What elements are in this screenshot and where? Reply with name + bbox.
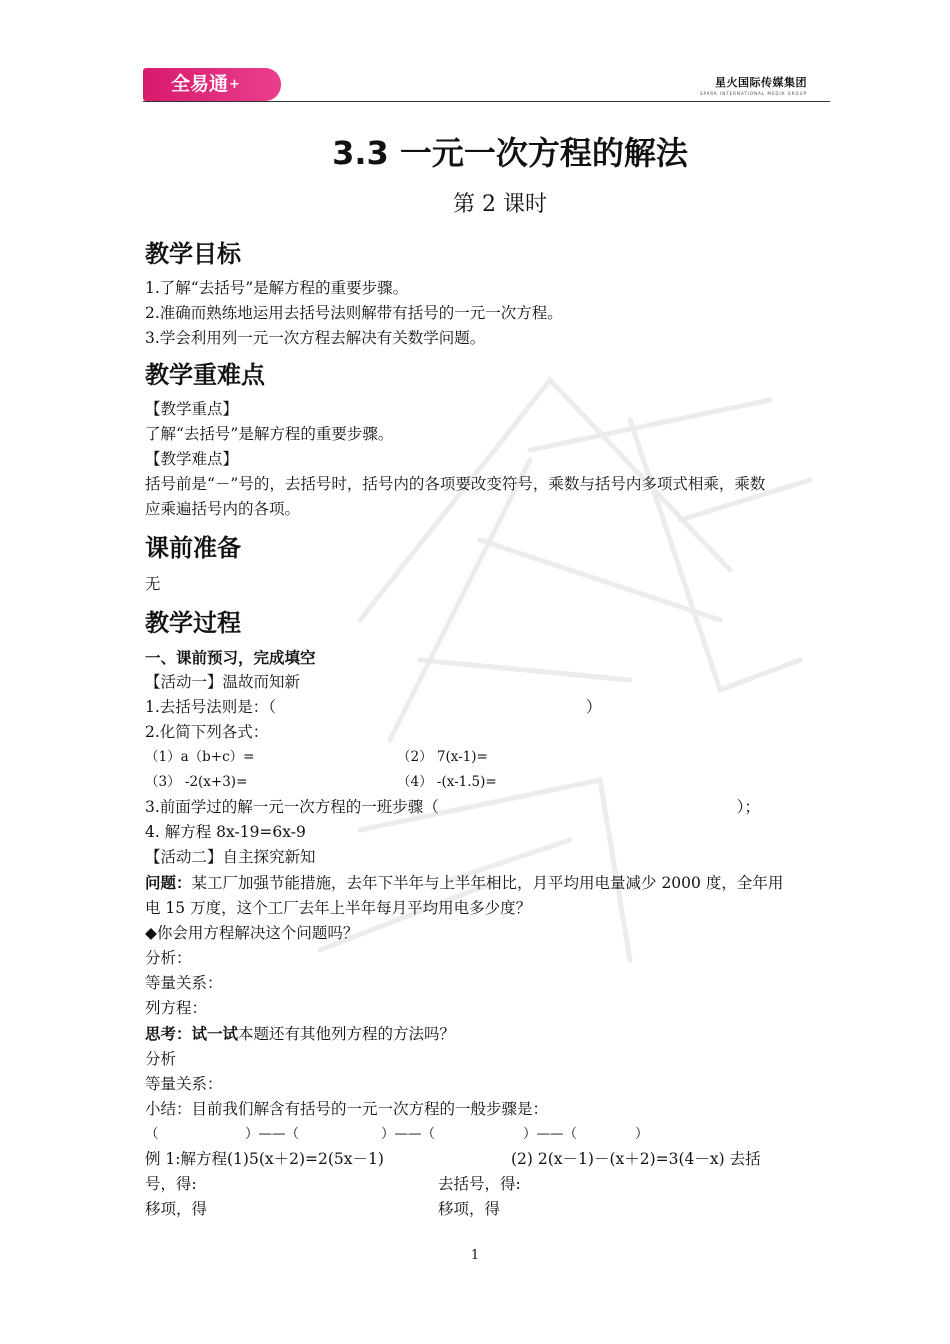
question-4: 4. 解方程 8x-19=6x-9: [145, 823, 306, 841]
example-left: 移项，得: [145, 1200, 208, 1218]
publisher-name-en: SPARK INTERNATIONAL MEDIA GROUP: [699, 91, 807, 96]
relation-label: 等量关系：: [145, 974, 223, 992]
q2-item: （1）a（b+c）=: [145, 749, 255, 765]
summary-text: 小结：目前我们解含有括号的一元一次方程的一般步骤是：: [145, 1100, 549, 1118]
problem-line: [145, 870, 815, 896]
problem-line: 电 15 万度，这个工厂去年上半年每月平均用电多少度？: [145, 899, 532, 917]
hard-text-line: 应乘遍括号内的各项。: [145, 500, 301, 518]
page-title: 3.3 一元一次方程的解法: [332, 134, 688, 172]
difficulty-heading: 教学重难点: [145, 361, 265, 389]
goal-item: 2.准确而熟练地运用去括号法则解带有括号的一元一次方程。: [145, 304, 563, 322]
think-label: 思考：试一试: [145, 1024, 239, 1043]
question-2-row: [145, 770, 815, 795]
activity-two-title: 【活动二】自主探究新知: [145, 848, 316, 866]
prompt-text: ◆你会用方程解决这个问题吗？: [145, 924, 359, 942]
example-right: (2) 2(x－1)－(x＋2)=3(4－x) 去括: [511, 1150, 761, 1168]
publisher-name: 星火国际传媒集团: [715, 76, 807, 89]
step-bracket: ）——（: [381, 1126, 435, 1142]
example-row: [145, 1197, 815, 1222]
example-row: [145, 1172, 815, 1197]
process-heading: 教学过程: [145, 609, 241, 637]
think-text: 本题还有其他列方程的方法吗？: [238, 1025, 456, 1043]
steps-row: [145, 1122, 815, 1147]
hard-text-line: 括号前是“－”号的，去括号时，括号内的各项要改变符号，乘数与括号内多项式相乘，乘数: [145, 475, 766, 493]
example-left: 例 1:解方程(1)5(x＋2)=2(5x－1): [145, 1150, 384, 1168]
question-3-close: ）；: [736, 798, 761, 816]
question-2-row: [145, 745, 815, 770]
publisher: [700, 74, 807, 96]
step-bracket: ）: [635, 1126, 649, 1142]
brand-logo-text: 全易通: [171, 73, 229, 95]
q2-item: （2） 7(x-1)=: [397, 749, 488, 765]
analysis-label: 分析：: [145, 949, 192, 967]
question-2-label: 2.化简下列各式：: [145, 723, 269, 741]
equation-label: 列方程：: [145, 999, 208, 1017]
goal-item: 1.了解“去括号”是解方程的重要步骤。: [145, 279, 409, 297]
analysis-label: 分析: [145, 1050, 177, 1068]
question-3-label: 3.前面学过的解一元一次方程的一班步骤（: [145, 798, 439, 816]
example-right: 去括号，得:: [438, 1175, 521, 1193]
relation-label: 等量关系：: [145, 1075, 223, 1093]
key-label: 【教学重点】: [145, 400, 239, 418]
question-1: [145, 695, 815, 720]
question-1-close: ）: [586, 698, 602, 716]
problem-label: 问题：: [145, 873, 192, 892]
example-row: [145, 1147, 815, 1172]
document-body: [145, 232, 815, 1222]
header-rule: [143, 101, 830, 102]
goals-heading: 教学目标: [145, 240, 241, 268]
problem-text: 某工厂加强节能措施，去年下半年与上半年相比，月平均用电量减少 2000 度，全年用: [191, 874, 784, 892]
page-subtitle: 第 2 课时: [453, 192, 547, 217]
example-left: 号，得:: [145, 1175, 197, 1193]
prep-heading: 课前准备: [145, 534, 241, 562]
prep-text: 无: [145, 575, 161, 593]
think-line: [145, 1021, 815, 1047]
example-right: 移项，得: [438, 1200, 501, 1218]
question-3: [145, 795, 815, 820]
q2-item: （3） -2(x+3)=: [145, 774, 248, 790]
question-1-label: 1.去括号法则是：（: [145, 698, 277, 716]
section-one-title: 一、课前预习，完成填空: [145, 648, 316, 667]
step-bracket: ）——（: [523, 1126, 577, 1142]
activity-one-title: 【活动一】温故而知新: [145, 673, 301, 691]
key-text: 了解“去括号”是解方程的重要步骤。: [145, 425, 394, 443]
sparkle-icon: +: [229, 77, 240, 92]
step-bracket: ）——（: [245, 1126, 299, 1142]
q2-item: （4） -(x-1.5)=: [397, 774, 497, 790]
page-number: 1: [470, 1248, 480, 1263]
hard-label: 【教学难点】: [145, 450, 239, 468]
step-bracket: （: [145, 1126, 159, 1142]
brand-logo: [143, 68, 281, 101]
goal-item: 3.学会利用列一元一次方程去解决有关数学问题。: [145, 329, 486, 347]
